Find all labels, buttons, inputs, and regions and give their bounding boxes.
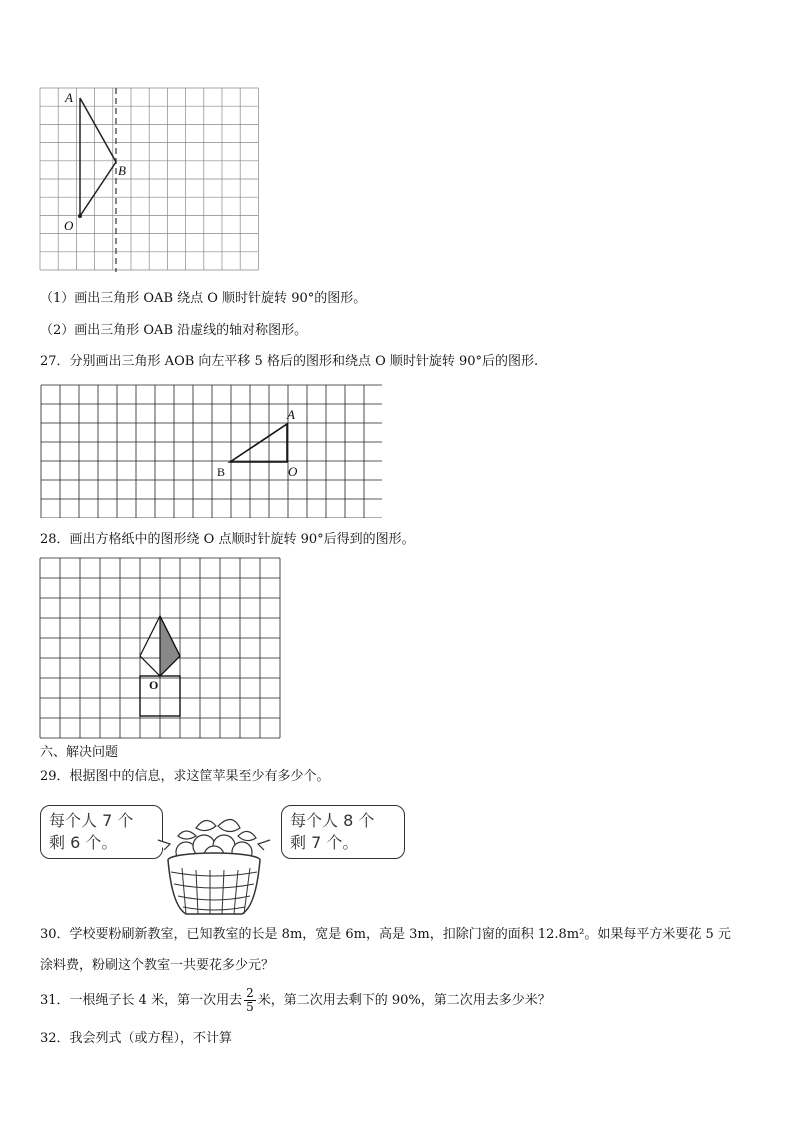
bubble-left-line1: 每个人 7 个 [49, 811, 134, 830]
speech-bubble-right [281, 805, 405, 859]
q28-text: 28．画出方格纸中的图形绕 O 点顺时针旋转 90°后得到的图形。 [40, 532, 415, 547]
q30-line1: 30．学校要粉刷新教室，已知教室的长是 8m，宽是 6m，高是 3m，扣除门窗的面积 12.8m²。如果每平方米要花 5 元 [40, 927, 731, 942]
kite-shaded-half [160, 616, 180, 676]
triangle-oab [80, 98, 116, 216]
q27-label-a: A [287, 407, 295, 422]
fraction-denominator: 5 [246, 1000, 254, 1014]
q32-text: 32．我会列式（或方程），不计算 [40, 1031, 233, 1046]
figure-grid-kite [38, 556, 282, 740]
label-b: B [118, 163, 126, 178]
bubble-right-line2: 剩 7 个。 [290, 833, 359, 852]
q27-label-o: O [288, 464, 298, 479]
figure-grid-aob [40, 384, 382, 518]
q26-part2: （2）画出三角形 OAB 沿虚线的轴对称图形。 [40, 323, 308, 338]
q31-after: 米，第二次用去剩下的 90%，第二次用去多少米？ [257, 993, 551, 1008]
speech-bubble-left [40, 805, 163, 859]
figure-grid-oab [36, 84, 270, 276]
bubble-left-line2: 剩 6 个。 [49, 833, 118, 852]
q31-line [40, 984, 551, 1018]
q27-label-b: B [217, 465, 226, 479]
section-title: 六、解决问题 [40, 745, 119, 760]
q27-text: 27．分别画出三角形 AOB 向左平移 5 格后的图形和绕点 O 顺时针旋转 90°后的图形. [40, 354, 539, 369]
fraction [244, 987, 256, 1014]
apple-basket-icon [156, 810, 272, 920]
label-o: O [64, 218, 74, 233]
q30-line2: 涂料费，粉刷这个教室一共要花多少元？ [40, 958, 275, 973]
q31-before: 31．一根绳子长 4 米，第一次用去 [40, 993, 243, 1008]
fraction-numerator: 2 [246, 986, 254, 1000]
q26-part1: （1）画出三角形 OAB 绕点 O 顺时针旋转 90°的图形。 [40, 291, 367, 306]
label-a: A [65, 90, 73, 105]
point-o [78, 214, 82, 218]
triangle-aob [230, 424, 287, 462]
bubble-right-line1: 每个人 8 个 [290, 811, 375, 830]
q28-label-o: O [149, 678, 159, 692]
q29-text: 29．根据图中的信息，求这筐苹果至少有多少个。 [40, 769, 330, 784]
